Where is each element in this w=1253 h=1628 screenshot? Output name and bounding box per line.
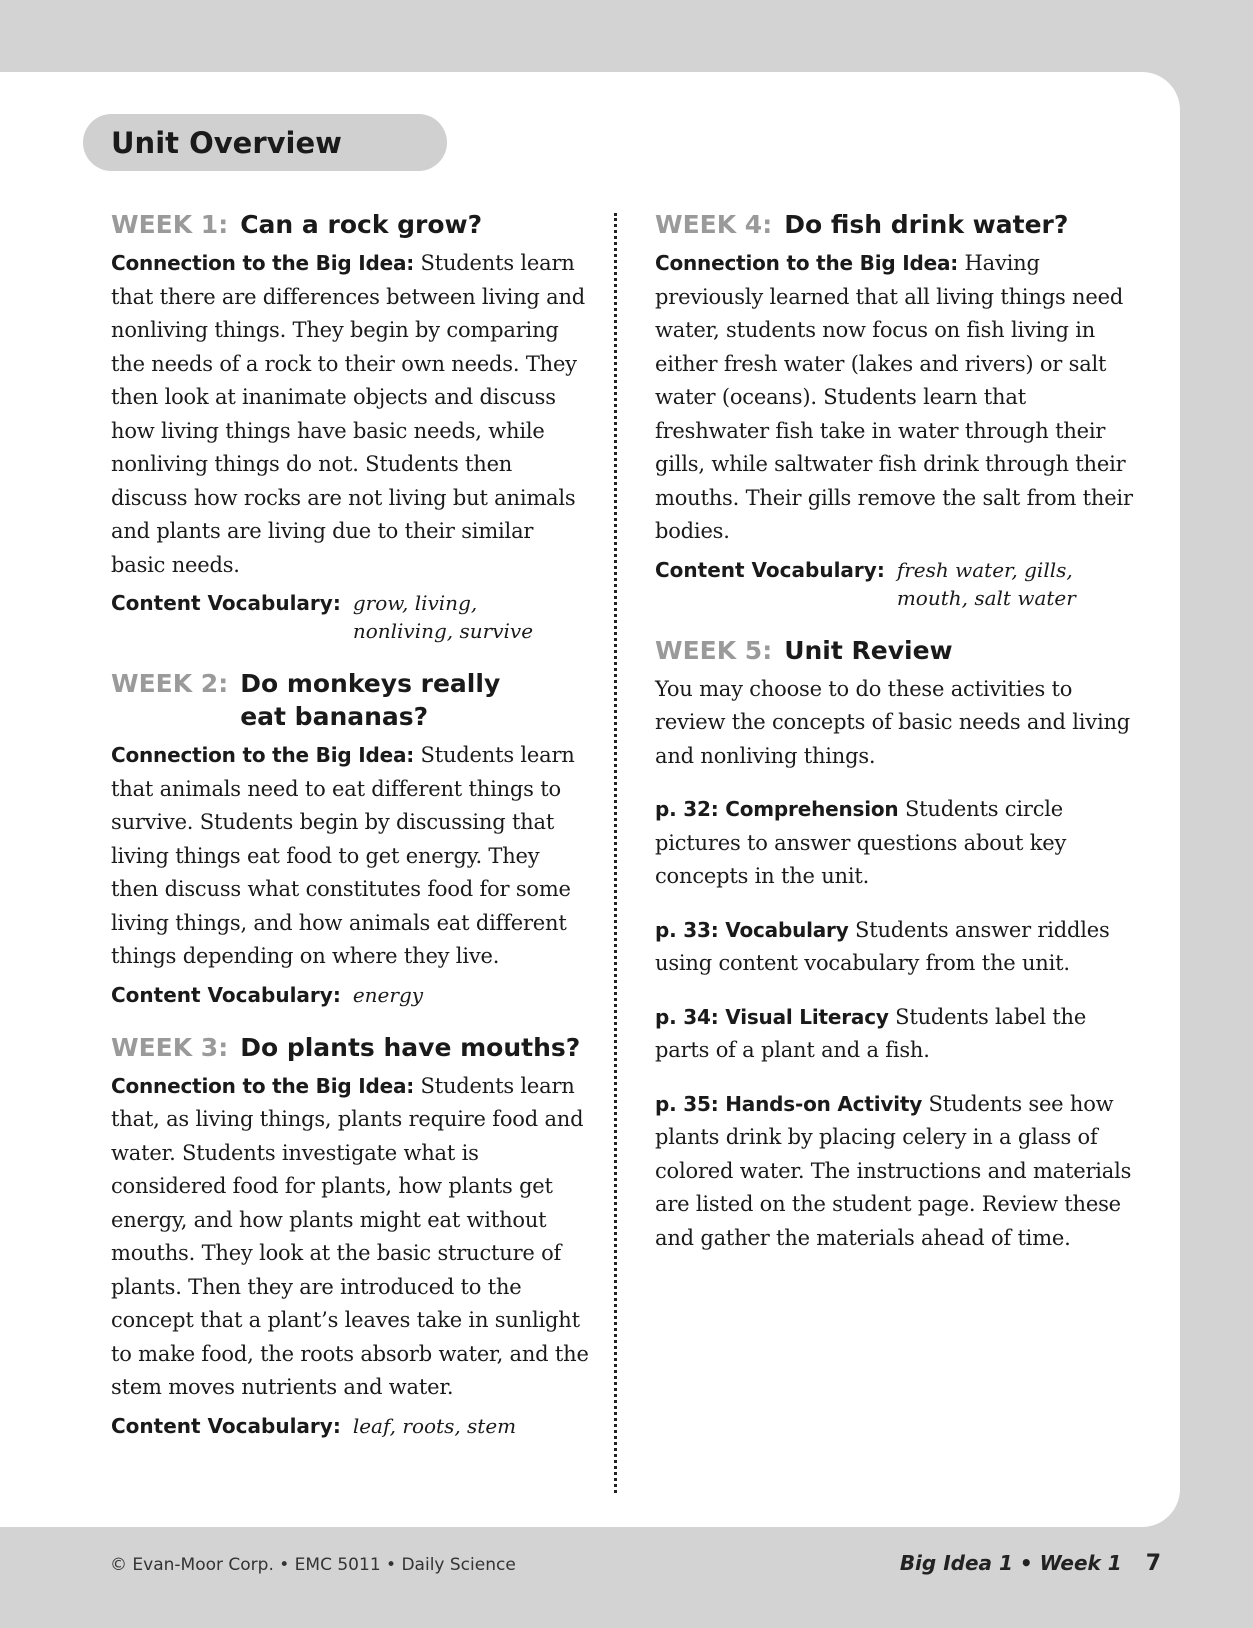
vocab-label: Content Vocabulary: bbox=[111, 982, 341, 1007]
activity-label: p. 35: Hands-on Activity bbox=[655, 1091, 923, 1116]
connection-paragraph bbox=[111, 1070, 591, 1405]
connection-label: Connection to the Big Idea: bbox=[111, 251, 415, 275]
page-number: 7 bbox=[1145, 1551, 1161, 1576]
week-title: Do monkeys really eat bananas? bbox=[240, 669, 501, 731]
connection-text: Students learn that animals need to eat different things to survive. Students begin by discussing that living things eat food to get energy. They then discuss what constitutes food for some living things, and how animals eat different things depending on where they live. bbox=[111, 743, 575, 968]
week-label: WEEK 4: bbox=[655, 210, 773, 239]
activity-item bbox=[655, 793, 1135, 894]
week-label: WEEK 5: bbox=[655, 635, 773, 665]
vocab-words: grow, living, nonliving, survive bbox=[352, 591, 534, 643]
page-title: Unit Overview bbox=[111, 125, 342, 160]
connection-label: Connection to the Big Idea: bbox=[111, 1073, 415, 1098]
week-label: WEEK 3: bbox=[111, 1032, 229, 1062]
activity-text: Students circle pictures to answer questions about key concepts in the unit. bbox=[655, 797, 1067, 888]
vocab-words: leaf, roots, stem bbox=[352, 1413, 517, 1438]
right-column bbox=[655, 208, 1135, 1277]
activity-label: p. 32: Comprehension bbox=[655, 797, 899, 821]
vocab-words: energy bbox=[352, 982, 424, 1007]
activity-text: Students answer riddles using content vocabulary from the unit. bbox=[655, 917, 1110, 975]
content-vocabulary bbox=[111, 981, 591, 1009]
activity-item bbox=[655, 914, 1135, 981]
activity-item bbox=[655, 1001, 1135, 1068]
activity-label: p. 34: Visual Literacy bbox=[655, 1004, 889, 1029]
unit-review-intro: You may choose to do these activities to review the concepts of basic needs and living and nonliving things. bbox=[655, 676, 1131, 768]
footer-page-info bbox=[900, 1551, 1161, 1576]
connection-text: Having previously learned that all living things need water, students now focus on fish living in either fresh water (lakes and rivers) or salt water (oceans). Students learn that freshwater fish take in water through their gills, while saltwater fish drink through their mouths. Their gills remove the salt from their bodies. bbox=[655, 251, 1133, 543]
connection-text: Students learn that there are differences between living and nonliving things. They begin by comparing the needs of a rock to their own needs. They then look at inanimate objects and discuss how living things have basic needs, while nonliving things do not. Students then discuss how rocks are not living but animals and plants are living due to their similar basic needs. bbox=[111, 251, 586, 577]
activity-label: p. 33: Vocabulary bbox=[655, 917, 849, 942]
week-title: Do plants have mouths? bbox=[240, 1032, 581, 1062]
week-label: WEEK 1: bbox=[111, 210, 229, 239]
footer-section: Big Idea 1 • Week 1 bbox=[899, 1551, 1122, 1575]
vocab-words: fresh water, gills, mouth, salt water bbox=[896, 557, 1076, 610]
content-vocabulary bbox=[655, 556, 1135, 612]
connection-label: Connection to the Big Idea: bbox=[111, 743, 415, 767]
activity-text: Students label the parts of a plant and a fish. bbox=[655, 1004, 1087, 1062]
content-vocabulary bbox=[111, 589, 591, 645]
week-2-heading bbox=[111, 667, 591, 733]
week-3-heading bbox=[111, 1031, 591, 1064]
week-2-section bbox=[111, 667, 591, 1009]
vocab-label: Content Vocabulary: bbox=[655, 557, 885, 582]
vocab-label: Content Vocabulary: bbox=[111, 591, 341, 615]
week-title: Unit Review bbox=[784, 635, 953, 665]
week-title: Do fish drink water? bbox=[784, 210, 1069, 239]
column-divider bbox=[614, 213, 617, 1493]
activity-text: Students see how plants drink by placing celery in a glass of colored water. The instructions and materials are listed on the student page. Review these and gather the materials ahead of time. bbox=[655, 1091, 1132, 1250]
connection-paragraph bbox=[111, 247, 591, 582]
week-1-section bbox=[111, 208, 591, 645]
week-4-section bbox=[655, 208, 1135, 612]
connection-paragraph bbox=[655, 247, 1135, 549]
connection-paragraph bbox=[111, 739, 591, 974]
activity-item bbox=[655, 1088, 1135, 1256]
left-column bbox=[111, 208, 591, 1462]
week-1-heading bbox=[111, 208, 591, 241]
week-4-heading bbox=[655, 208, 1135, 241]
connection-text: Students learn that, as living things, plants require food and water. Students investigate what is considered food for plants, how plants get energy, and how plants might eat without mouths. They look at the basic structure of plants. Then they are introduced to the concept that a plant’s leaves take in sunlight to make food, the roots absorb water, and the stem moves nutrients and water. bbox=[111, 1073, 589, 1399]
week-5-section bbox=[655, 634, 1135, 1256]
week-3-section bbox=[111, 1031, 591, 1440]
footer-copyright: © Evan-Moor Corp. • EMC 5011 • Daily Science bbox=[110, 1555, 516, 1575]
week-label: WEEK 2: bbox=[111, 669, 229, 698]
connection-label: Connection to the Big Idea: bbox=[655, 251, 959, 275]
week-title: Can a rock grow? bbox=[240, 210, 483, 239]
vocab-label: Content Vocabulary: bbox=[111, 1413, 341, 1438]
content-vocabulary bbox=[111, 1412, 591, 1440]
week-5-heading bbox=[655, 634, 1135, 667]
page-title-pill bbox=[83, 114, 447, 171]
